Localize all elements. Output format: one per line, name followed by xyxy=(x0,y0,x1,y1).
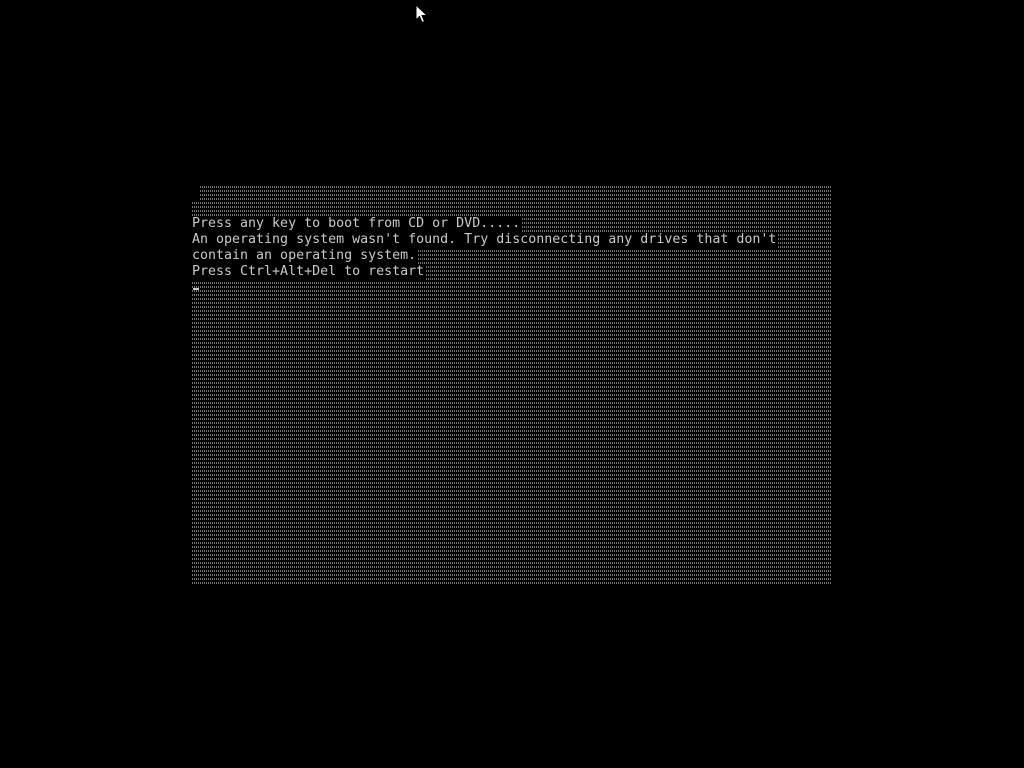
boot-message-line-4: Press Ctrl+Alt+Del to restart xyxy=(192,264,425,279)
boot-message-line-3: contain an operating system. xyxy=(192,248,417,263)
text-mode-console[interactable] xyxy=(192,184,832,584)
console-gap xyxy=(192,184,200,200)
blinking-text-cursor xyxy=(193,288,199,290)
boot-message-line-2: An operating system wasn't found. Try disconnecting any drives that don't xyxy=(192,232,777,247)
mouse-pointer-icon xyxy=(415,4,429,24)
boot-message-line-1: Press any key to boot from CD or DVD..... xyxy=(192,216,521,231)
